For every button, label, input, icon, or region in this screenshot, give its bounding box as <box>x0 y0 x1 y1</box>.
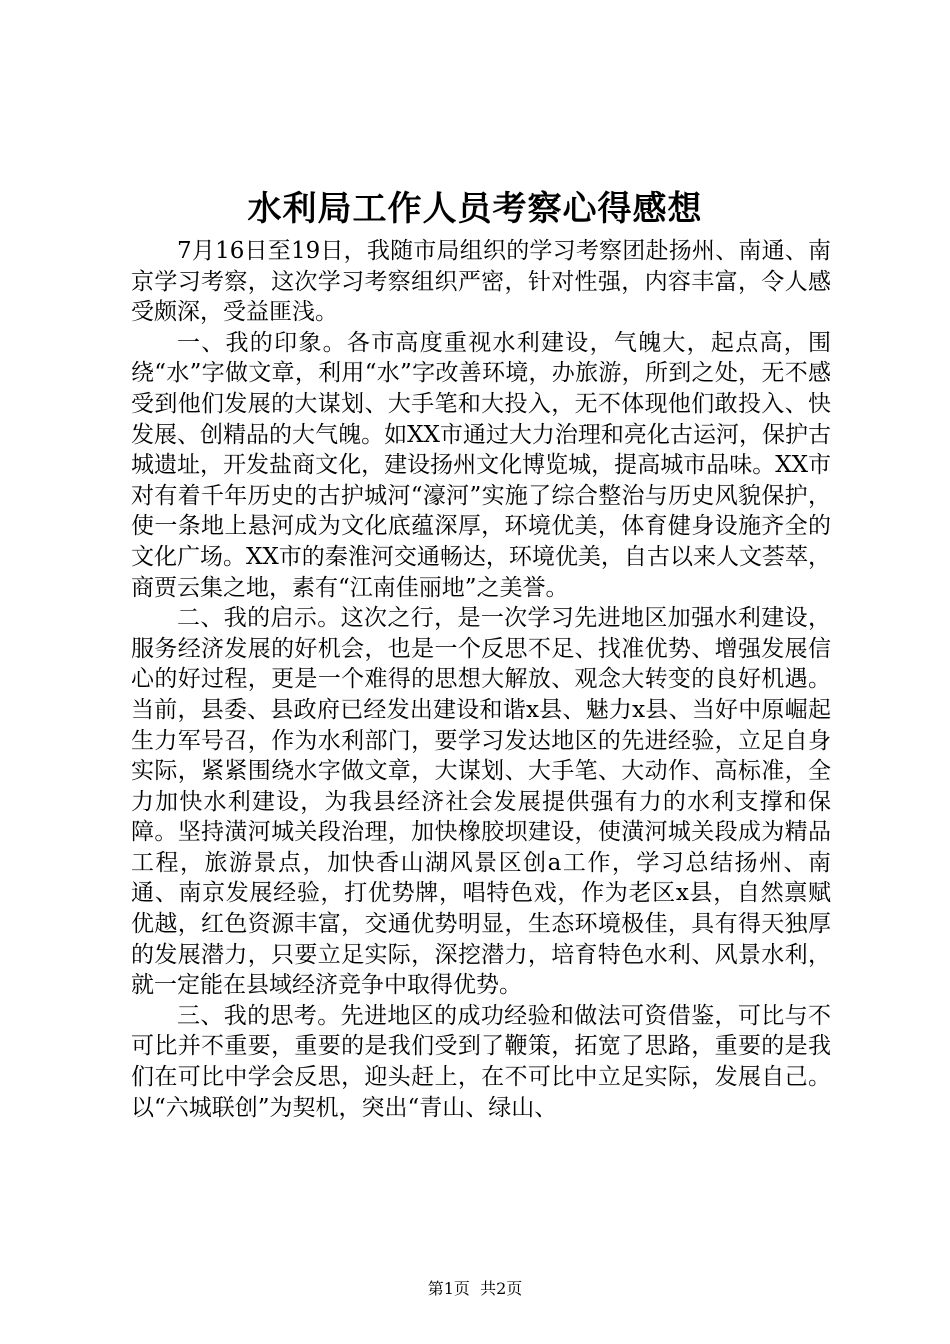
document-body <box>131 236 831 1123</box>
page-number: 第1页 共2页 <box>427 1279 523 1298</box>
paragraph-impression: 一、我的印象。各市高度重视水利建设，气魄大，起点高，围绕“水”字做文章，利用“水”字改善环境，办旅游，所到之处，无不感受到他们发展的大谋划、大手笔和大投入，无不体现他们敢投入、快发展、创精品的大气魄。如XX市通过大力治理和亮化古运河，保护古城遗址，开发盐商文化，建设扬州文化博览城，提高城市品味。XX市对有着千年历史的古护城河“濠河”实施了综合整治与历史风貌保护，使一条地上悬河成为文化底蕴深厚，环境优美，体育健身设施齐全的文化广场。XX市的秦淮河交通畅达，环境优美，自古以来人文荟萃，商贾云集之地，素有“江南佳丽地”之美誉。 <box>131 329 831 601</box>
document-title: 水利局工作人员考察心得感想 <box>247 189 703 229</box>
paragraph-intro: 7月16日至19日，我随市局组织的学习考察团赴扬州、南通、南京学习考察，这次学习考察组织严密，针对性强，内容丰富，令人感受颇深，受益匪浅。 <box>131 238 831 326</box>
paragraph-inspiration: 二、我的启示。这次之行，是一次学习先进地区加强水利建设，服务经济发展的好机会，也是一个反思不足、找准优势、增强发展信心的好过程，更是一个难得的思想大解放、观念大转变的良好机遇。当前，县委、县政府已经发出建设和谐x县、魅力x县、当好中原崛起生力军号召，作为水利部门，要学习发达地区的先进经验，立足自身实际，紧紧围绕水字做文章，大谋划、大手笔、大动作、高标准，全力加快水利建设，为我县经济社会发展提供强有力的水利支撑和保障。坚持潢河城关段治理，加快橡胶坝建设，使潢河城关段成为精品工程，旅游景点，加快香山湖风景区创a工作，学习总结扬州、南通、南京发展经验，打优势牌，唱特色戏，作为老区x县，自然禀赋优越，红色资源丰富，交通优势明显，生态环境极佳，具有得天独厚的发展潜力，只要立足实际，深挖潜力，培育特色水利、风景水利，就一定能在县域经济竞争中取得优势。 <box>131 605 831 999</box>
page-footer <box>0 1278 950 1300</box>
paragraph-reflection: 三、我的思考。先进地区的成功经验和做法可资借鉴，可比与不可比并不重要，重要的是我们受到了鞭策，拓宽了思路，重要的是我们在可比中学会反思，迎头赶上，在不可比中立足实际，发展自己。以“六城联创”为契机，突出“青山、绿山、 <box>131 1002 831 1121</box>
